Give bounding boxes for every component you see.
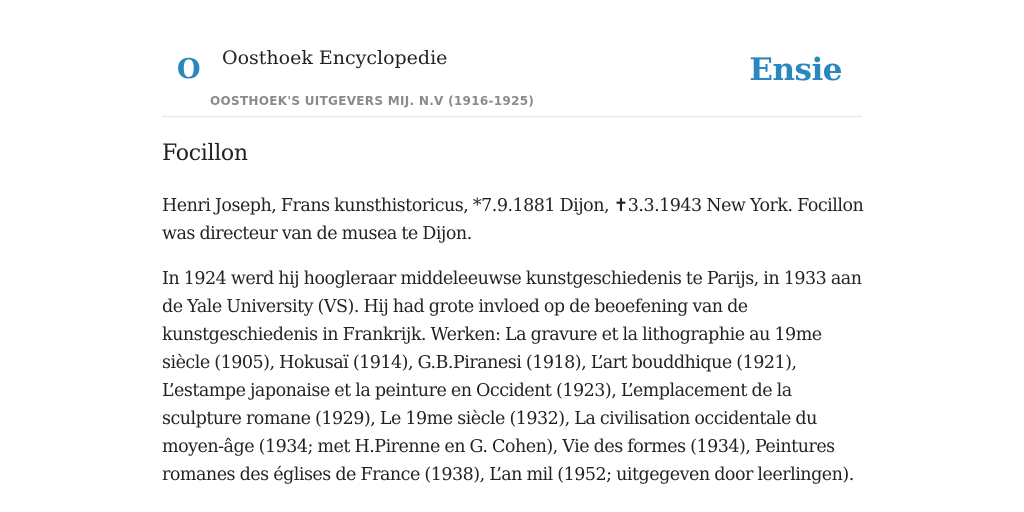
source-title-link[interactable]: Oosthoek Encyclopedie [222, 47, 448, 69]
article [162, 136, 867, 489]
article-paragraph: In 1924 werd hij hoogleraar middeleeuwse kunstgeschiedenis te Parijs, in 1933 aan de Yale University (VS). Hij had grote invloed op de beoefening van de kunstgeschiedenis in Frankrijk. Werken: La gravure et la lithographie au 19me siècle (1905), Hokusaï (1914), G.B.Piranesi (1918), L’art bouddhique (1921), L’estampe japonaise et la peinture en Occident (1923), L’emplacement de la sculpture romane (1929), Le 19me siècle (1932), La civilisation occidentale du moyen-âge (1934; met H.Pirenne en G. Cohen), Vie des formes (1934), Peintures romanes des églises de France (1938), L’an mil (1952; uitgegeven door leerlingen). [162, 269, 862, 485]
source-logo[interactable]: O [177, 54, 201, 85]
brand-logo-link[interactable]: Ensie [749, 52, 842, 88]
source-header [162, 0, 862, 117]
article-title: Focillon [162, 141, 248, 166]
source-subtitle: OOSTHOEK'S UITGEVERS MIJ. N.V (1916-1925) [210, 94, 535, 108]
article-paragraph: Henri Joseph, Frans kunsthistoricus, *7.9.1881 Dijon, ✝3.3.1943 New York. Focillon was directeur van de musea te Dijon. [162, 196, 864, 244]
